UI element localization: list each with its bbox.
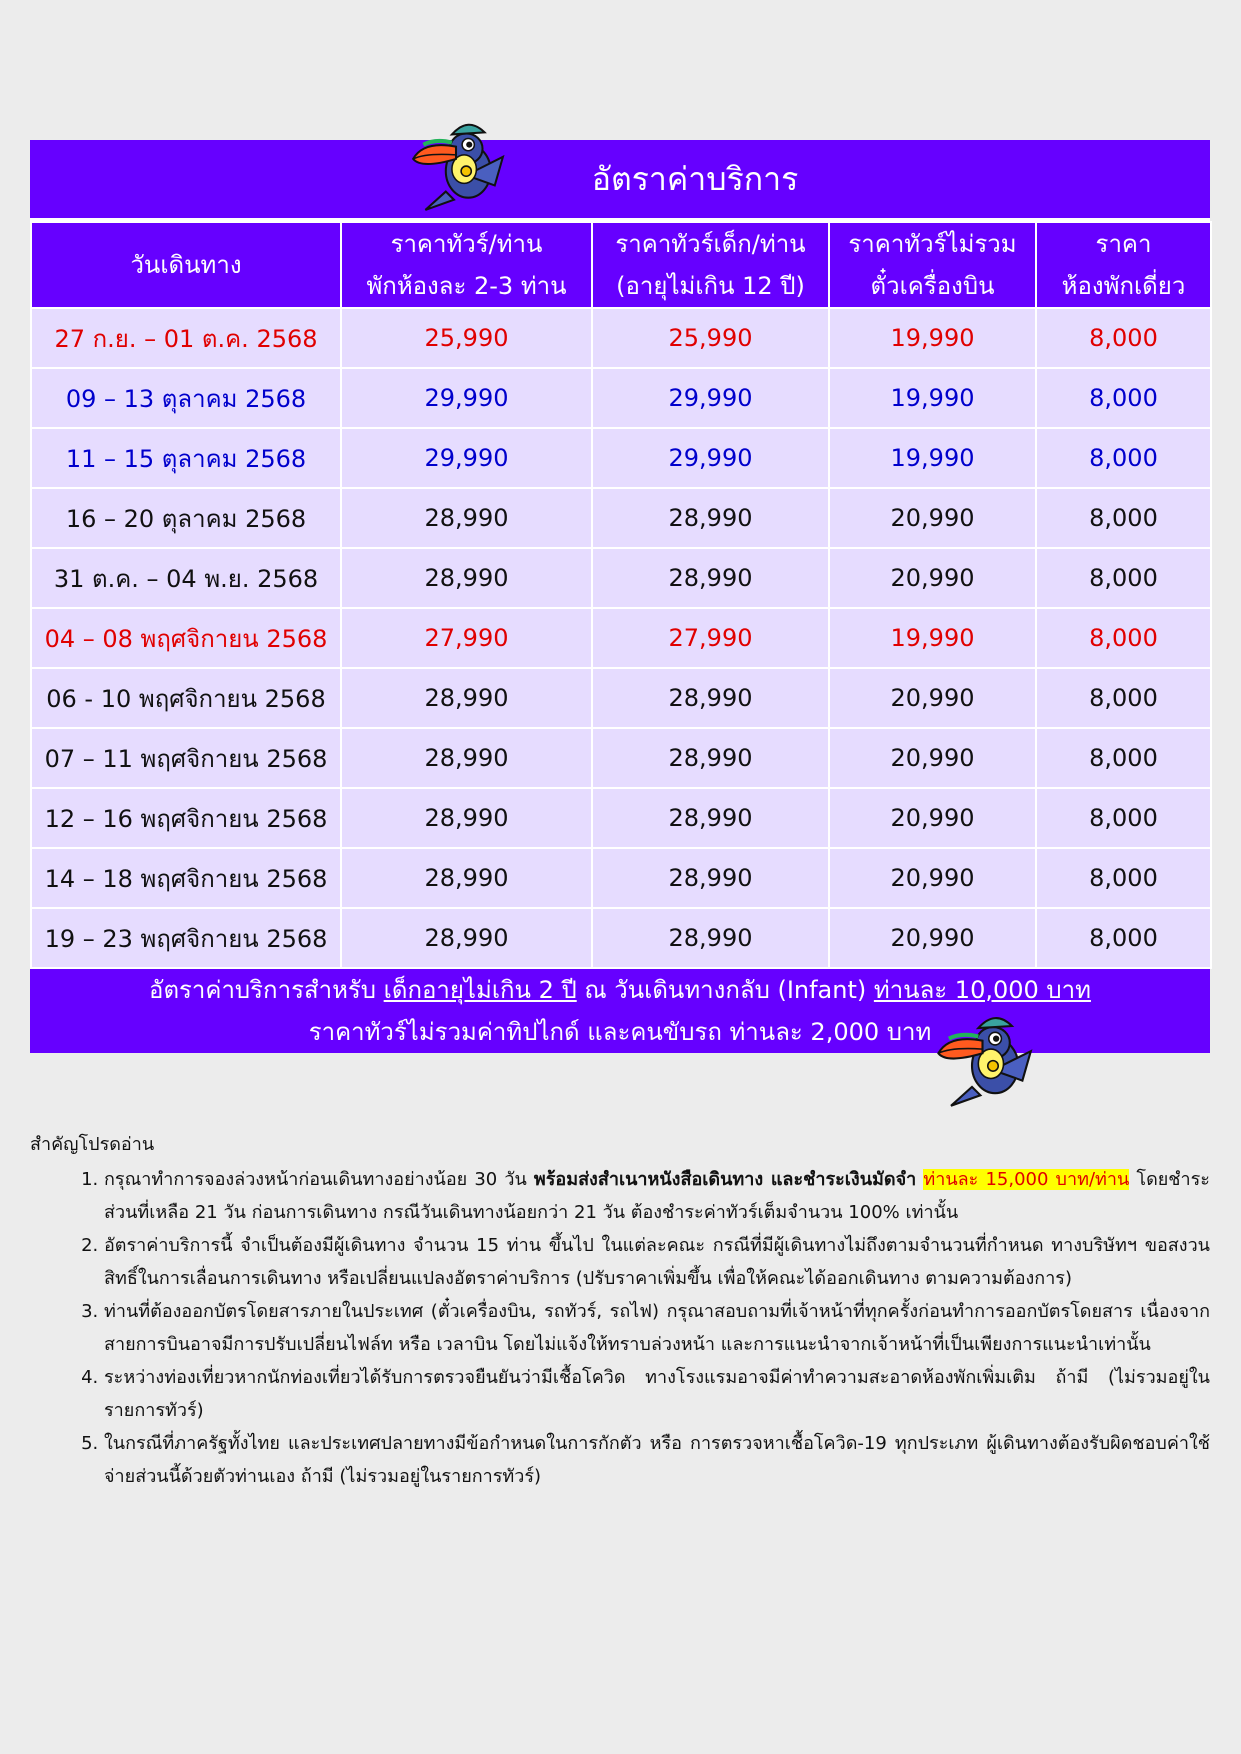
adult-price-cell: 28,990 (341, 668, 592, 728)
child-price-cell: 28,990 (592, 548, 829, 608)
price-table (30, 221, 1212, 969)
price-table-section (30, 140, 1210, 1053)
adult-price-cell: 29,990 (341, 368, 592, 428)
table-row (31, 728, 1211, 788)
child-price-cell: 29,990 (592, 428, 829, 488)
table-row (31, 428, 1211, 488)
adult-price-cell: 28,990 (341, 488, 592, 548)
header-line: ห้องพักเดี่ยว (1061, 272, 1186, 300)
important-notes (30, 1128, 1210, 1493)
no-flight-price-cell: 20,990 (829, 788, 1036, 848)
travel-date-cell: 31 ต.ค. – 04 พ.ย. 2568 (31, 548, 341, 608)
child-price-cell: 27,990 (592, 608, 829, 668)
no-flight-price-cell: 19,990 (829, 368, 1036, 428)
header-no-flight-price (829, 222, 1036, 308)
child-price-cell: 29,990 (592, 368, 829, 428)
child-price-cell: 28,990 (592, 788, 829, 848)
note-item-4: 4. ระหว่างท่องเที่ยวหากนักท่องเที่ยวได้รับการตรวจยืนยันว่ามีเชื้อโควิด ทางโรงแรมอาจมีค่าทำความสะอาดห้องพักเพิ่มเติม ถ้ามี (ไม่รวมอยู่ในรายการทัวร์) (104, 1361, 1210, 1427)
travel-date-cell: 16 – 20 ตุลาคม 2568 (31, 488, 341, 548)
footer-text: ณ วันเดินทางกลับ (Infant) (576, 976, 874, 1004)
travel-date-cell: 07 – 11 พฤศจิกายน 2568 (31, 728, 341, 788)
adult-price-cell: 25,990 (341, 308, 592, 368)
no-flight-price-cell: 20,990 (829, 548, 1036, 608)
single-room-cell: 8,000 (1036, 608, 1211, 668)
child-price-cell: 28,990 (592, 908, 829, 968)
no-flight-price-cell: 20,990 (829, 848, 1036, 908)
table-row (31, 668, 1211, 728)
travel-date-cell: 19 – 23 พฤศจิกายน 2568 (31, 908, 341, 968)
travel-date-cell: 14 – 18 พฤศจิกายน 2568 (31, 848, 341, 908)
single-room-cell: 8,000 (1036, 908, 1211, 968)
header-line: วันเดินทาง (130, 251, 242, 279)
adult-price-cell: 28,990 (341, 788, 592, 848)
header-line: ราคาทัวร์/ท่าน (390, 230, 543, 258)
table-row (31, 368, 1211, 428)
travel-date-cell: 11 – 15 ตุลาคม 2568 (31, 428, 341, 488)
toucan-mascot-icon (405, 112, 507, 214)
table-row (31, 908, 1211, 968)
single-room-cell: 8,000 (1036, 788, 1211, 848)
note-text: โดยชำระส่วนที่เหลือ 21 วัน ก่อนการเดินทาง กรณีวันเดินทางน้อยกว่า 21 วัน ต้องชำระค่าทัวร์เต็มจำนวน 100% เท่านั้น (104, 1169, 1210, 1223)
single-room-cell: 8,000 (1036, 728, 1211, 788)
header-travel-date (31, 222, 341, 308)
footer-underline-text: เด็กอายุไม่เกิน 2 ปี (383, 976, 577, 1004)
adult-price-cell: 28,990 (341, 548, 592, 608)
single-room-cell: 8,000 (1036, 428, 1211, 488)
footer-text: อัตราค่าบริการสำหรับ (149, 976, 384, 1004)
child-price-cell: 25,990 (592, 308, 829, 368)
table-row (31, 788, 1211, 848)
adult-price-cell: 28,990 (341, 728, 592, 788)
note-item-3: 3. ท่านที่ต้องออกบัตรโดยสารภายในประเทศ (ตั๋วเครื่องบิน, รถทัวร์, รถไฟ) กรุณาสอบถามที่เจ้าหน้าที่ทุกครั้งก่อนทำการออกบัตรโดยสาร เนื่องจากสายการบินอาจมีการปรับเปลี่ยนไฟล์ท หรือ เวลาบิน โดยไม่แจ้งให้ทราบล่วงหน้า และการแนะนำจากเจ้าหน้าที่เป็นเพียงการแนะนำเท่านั้น (104, 1295, 1210, 1361)
travel-date-cell: 27 ก.ย. – 01 ต.ค. 2568 (31, 308, 341, 368)
header-line: ราคาทัวร์เด็ก/ท่าน (615, 230, 806, 258)
table-row (31, 608, 1211, 668)
tip-note: ราคาทัวร์ไม่รวมค่าทิปไกด์ และคนขับรถ ท่านละ 2,000 บาท (308, 1018, 932, 1046)
adult-price-cell: 27,990 (341, 608, 592, 668)
header-single-room (1036, 222, 1211, 308)
table-row (31, 488, 1211, 548)
single-room-cell: 8,000 (1036, 488, 1211, 548)
adult-price-cell: 28,990 (341, 908, 592, 968)
no-flight-price-cell: 19,990 (829, 308, 1036, 368)
note-item-1 (104, 1163, 1210, 1229)
header-child-price (592, 222, 829, 308)
child-price-cell: 28,990 (592, 728, 829, 788)
single-room-cell: 8,000 (1036, 848, 1211, 908)
travel-date-cell: 04 – 08 พฤศจิกายน 2568 (31, 608, 341, 668)
header-line: พักห้องละ 2-3 ท่าน (366, 272, 567, 300)
adult-price-cell: 29,990 (341, 428, 592, 488)
table-footer-bar (30, 969, 1210, 1053)
no-flight-price-cell: 20,990 (829, 728, 1036, 788)
child-price-cell: 28,990 (592, 668, 829, 728)
single-room-cell: 8,000 (1036, 368, 1211, 428)
travel-date-cell: 06 - 10 พฤศจิกายน 2568 (31, 668, 341, 728)
header-line: ราคาทัวร์ไม่รวม (848, 230, 1017, 258)
no-flight-price-cell: 19,990 (829, 428, 1036, 488)
no-flight-price-cell: 19,990 (829, 608, 1036, 668)
table-header-row (31, 222, 1211, 308)
no-flight-price-cell: 20,990 (829, 488, 1036, 548)
header-adult-price (341, 222, 592, 308)
table-title-bar (30, 140, 1210, 221)
table-row (31, 848, 1211, 908)
toucan-mascot-icon (930, 1005, 1035, 1110)
travel-date-cell: 12 – 16 พฤศจิกายน 2568 (31, 788, 341, 848)
notes-heading: สำคัญโปรดอ่าน (30, 1134, 155, 1155)
table-row (31, 308, 1211, 368)
single-room-cell: 8,000 (1036, 548, 1211, 608)
no-flight-price-cell: 20,990 (829, 908, 1036, 968)
single-room-cell: 8,000 (1036, 308, 1211, 368)
header-line: ตั๋วเครื่องบิน (870, 272, 995, 300)
child-price-cell: 28,990 (592, 488, 829, 548)
notes-list (30, 1163, 1210, 1493)
deposit-highlight: ท่านละ 15,000 บาท/ท่าน (923, 1169, 1130, 1190)
single-room-cell: 8,000 (1036, 668, 1211, 728)
travel-date-cell: 09 – 13 ตุลาคม 2568 (31, 368, 341, 428)
adult-price-cell: 28,990 (341, 848, 592, 908)
table-title: อัตราค่าบริการ (591, 159, 799, 198)
no-flight-price-cell: 20,990 (829, 668, 1036, 728)
header-line: (อายุไม่เกิน 12 ปี) (616, 272, 805, 300)
header-line: ราคา (1095, 230, 1152, 258)
note-bold-text: พร้อมส่งสำเนาหนังสือเดินทาง และชำระเงินมัดจำ (533, 1169, 917, 1190)
note-text: กรุณาทำการจองล่วงหน้าก่อนเดินทางอย่างน้อย 30 วัน (104, 1169, 534, 1190)
note-item-2: 2. อัตราค่าบริการนี้ จำเป็นต้องมีผู้เดินทาง จำนวน 15 ท่าน ขึ้นไป ในแต่ละคณะ กรณีที่มีผู้เดินทางไม่ถึงตามจำนวนที่กำหนด ทางบริษัทฯ ขอสงวนสิทธิ์ในการเลื่อนการเดินทาง หรือเปลี่ยนแปลงอัตราค่าบริการ (ปรับราคาเพิ่มขึ้น เพื่อให้คณะได้ออกเดินทาง ตามความต้องการ) (104, 1229, 1210, 1295)
child-price-cell: 28,990 (592, 848, 829, 908)
table-row (31, 548, 1211, 608)
footer-underline-text: ท่านละ 10,000 บาท (873, 976, 1091, 1004)
note-item-5: 5. ในกรณีที่ภาครัฐทั้งไทย และประเทศปลายทางมีข้อกำหนดในการกักตัว หรือ การตรวจหาเชื้อโควิด-19 ทุกประเภท ผู้เดินทางต้องรับผิดชอบค่าใช้จ่ายส่วนนี้ด้วยตัวท่านเอง ถ้ามี (ไม่รวมอยู่ในรายการทัวร์) (104, 1427, 1210, 1493)
